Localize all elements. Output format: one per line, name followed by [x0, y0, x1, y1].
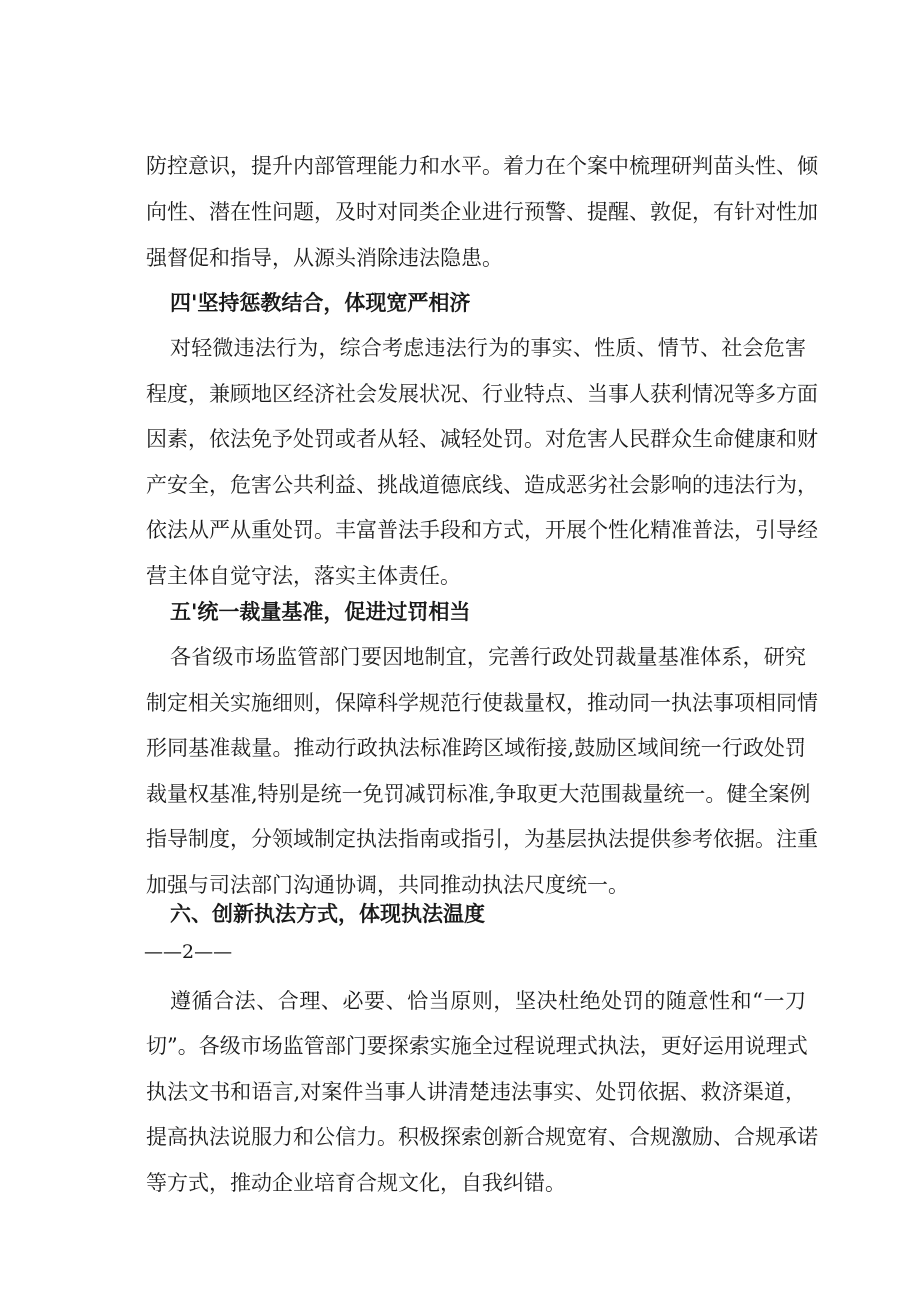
paragraph-line: 各省级市场监管部门要因地制宜，完善行政处罚裁量基准体系，研究: [170, 645, 806, 669]
paragraph-line: 制定相关实施细则，保障科学规范行使裁量权，推动同一执法事项相同情: [146, 691, 818, 715]
paragraph-line: 营主体自觉守法，落实主体责任。: [146, 564, 461, 588]
paragraph-line: 等方式，推动企业培育合规文化，自我纠错。: [146, 1171, 566, 1195]
paragraph-line: 产安全，危害公共利益、挑战道德底线、造成恶劣社会影响的违法行为，: [146, 473, 818, 497]
paragraph-line: 切”。各级市场监管部门要探索实施全过程说理式执法，更好运用说理式: [146, 1034, 808, 1058]
paragraph-line: 依法从严从重处罚。丰富普法手段和方式，开展个性化精准普法，引导经: [146, 518, 818, 542]
section-heading: 六、创新执法方式，体现执法温度: [170, 902, 485, 926]
paragraph-line: 指导制度，分领域制定执法指南或指引，为基层执法提供参考依据。注重: [146, 827, 818, 851]
paragraph-line: 向性、潜在性问题，及时对同类企业进行预警、提醒、敦促，有针对性加: [146, 200, 818, 224]
paragraph-line: 对轻微违法行为，综合考虑违法行为的事实、性质、情节、社会危害: [170, 336, 806, 360]
paragraph-line: 强督促和指导，从源头消除违法隐患。: [146, 246, 503, 270]
paragraph-line: 程度，兼顾地区经济社会发展状况、行业特点、当事人获利情况等多方面: [146, 382, 818, 406]
paragraph-line: 执法文书和语言,对案件当事人讲清楚违法事实、处罚依据、救济渠道，: [146, 1080, 806, 1104]
paragraph-line: 提高执法说服力和公信力。积极探索创新合规宽宥、合规激励、合规承诺: [146, 1125, 818, 1149]
section-heading: 五'统一裁量基准，促进过罚相当: [170, 600, 471, 624]
paragraph-line: 防控意识，提升内部管理能力和水平。着力在个案中梳理研判苗头性、倾: [146, 154, 818, 178]
paragraph-line: 形同基准裁量。推动行政执法标准跨区域衔接,鼓励区域间统一行政处罚: [146, 736, 806, 760]
page-number: ——2——: [144, 941, 233, 963]
paragraph-line: 遵循合法、合理、必要、恰当原则，坚决杜绝处罚的随意性和“一刀: [170, 989, 806, 1013]
paragraph-line: 因素，依法免予处罚或者从轻、减轻处罚。对危害人民群众生命健康和财: [146, 427, 818, 451]
paragraph-line: 裁量权基准,特别是统一免罚减罚标准,争取更大范围裁量统一。健全案例: [146, 782, 811, 806]
section-heading: 四'坚持惩教结合，体现宽严相济: [170, 291, 471, 315]
paragraph-line: 加强与司法部门沟通协调，共同推动执法尺度统一。: [146, 873, 629, 897]
